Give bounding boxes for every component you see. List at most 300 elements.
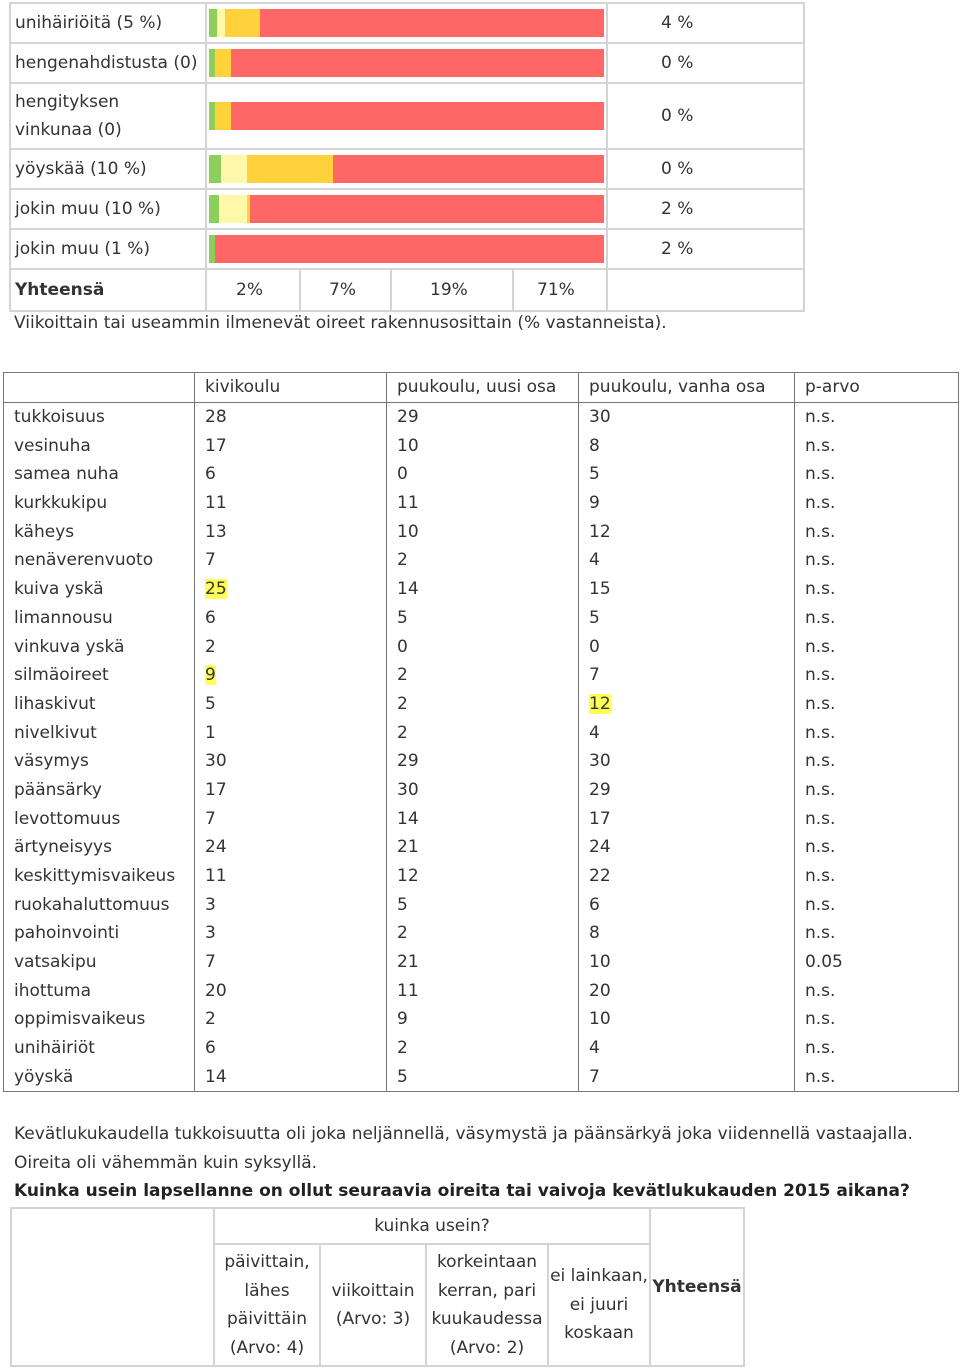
cell-value: 29 [397,407,419,428]
percent-cell [387,575,579,604]
cell-value: n.s. [805,1038,836,1059]
percent-cell [579,546,795,575]
cell-value: n.s. [805,1066,836,1087]
bar-segment-light-yellow [217,9,225,37]
table-header-row [4,373,959,403]
cell-value: 30 [205,751,227,772]
symptom-label: nivelkivut [14,722,97,743]
table-row [4,517,959,546]
bar-row [10,189,804,229]
percent-cell [387,460,579,489]
stacked-bar-cell [206,3,607,43]
percent-cell [387,862,579,891]
total-label: Yhteensä [10,269,206,311]
table-row [4,747,959,776]
percent-cell [387,546,579,575]
p-value-cell [795,890,959,919]
cell-value: 6 [589,894,600,915]
symptom-name [4,546,195,575]
symptom-name [4,431,195,460]
percent-cell [579,919,795,948]
cell-value: 2 [397,1038,408,1059]
bar-segment-light-yellow [221,155,247,183]
bar-row-label: hengityksen vinkunaa (0) [10,83,206,149]
symptom-label: tukkoisuus [14,407,105,428]
percent-cell [387,431,579,460]
percent-cell [387,776,579,805]
cell-value: n.s. [805,980,836,1001]
p-value-cell [795,661,959,690]
symptom-name [4,890,195,919]
cell-value: 30 [397,779,419,800]
cell-value: 0 [397,464,408,485]
cell-value: n.s. [805,464,836,485]
p-value-cell [795,517,959,546]
percent-cell [579,632,795,661]
symptom-name [4,402,195,431]
total-values [206,269,607,311]
percent-cell [387,1034,579,1063]
stacked-bar-cell [206,149,607,189]
table-row [4,690,959,719]
symptom-name [4,833,195,862]
cell-value: 5 [397,607,408,628]
cell-value: 25 [205,579,227,600]
table-row [4,460,959,489]
cell-value: n.s. [805,923,836,944]
percent-cell [387,948,579,977]
cell-value: 5 [589,464,600,485]
cell-value: n.s. [805,521,836,542]
symptom-label: levottomuus [14,808,121,829]
percent-cell [195,804,387,833]
percent-cell [579,747,795,776]
symptom-label: unihäiriöt [14,1038,95,1059]
bar-segment-green [209,155,221,183]
cell-value: n.s. [805,866,836,887]
percent-cell [579,517,795,546]
table-row [4,833,959,862]
cell-value: 11 [397,980,419,1001]
symptom-name [4,661,195,690]
cell-value: 4 [589,550,600,571]
cell-value: 5 [397,894,408,915]
table-row [4,661,959,690]
percent-cell [579,976,795,1005]
symptom-name [4,604,195,633]
symptom-name [4,804,195,833]
cell-value: 2 [397,722,408,743]
percent-cell [195,833,387,862]
percent-cell [195,776,387,805]
p-value-cell [795,776,959,805]
bar-row-percent: 4 % [607,3,804,43]
stacked-bar [209,49,604,77]
bar-row [10,229,804,269]
table-row [4,948,959,977]
p-value-cell [795,575,959,604]
group-header: kuinka usein? [214,1208,650,1244]
cell-value: 0 [397,636,408,657]
p-value-cell [795,948,959,977]
cell-value: 9 [397,1009,408,1030]
symptom-name [4,948,195,977]
cell-value: 3 [205,923,216,944]
percent-cell [195,919,387,948]
table-row [4,632,959,661]
cell-value: 0 [589,636,600,657]
bar-segment-yellow [225,9,261,37]
symptom-label: päänsärky [14,779,102,800]
cell-value: 24 [205,837,227,858]
cell-value: 11 [397,493,419,514]
bar-segment-red [260,9,604,37]
stacked-bar-cell [206,43,607,83]
table-row [4,862,959,891]
bar-segment-yellow [247,155,334,183]
cell-value: 2 [397,550,408,571]
cell-value: 7 [205,550,216,571]
percent-cell [579,1034,795,1063]
percent-cell [195,517,387,546]
table-row [4,919,959,948]
percent-cell [387,517,579,546]
percent-cell [387,919,579,948]
p-value-cell [795,604,959,633]
table-row [4,804,959,833]
cell-value: n.s. [805,779,836,800]
cell-value: 5 [397,1066,408,1087]
cell-value: n.s. [805,550,836,571]
percent-cell [579,718,795,747]
bar-row-percent: 2 % [607,189,804,229]
p-value-cell [795,833,959,862]
symptom-name [4,489,195,518]
cell-value: 8 [589,923,600,944]
symptom-name [4,1034,195,1063]
bar-segment-green [209,195,219,223]
cell-value: 6 [205,1038,216,1059]
stacked-bar [209,235,604,263]
cell-value: 11 [205,493,227,514]
percent-cell [579,776,795,805]
percent-cell [387,804,579,833]
table-row [4,402,959,431]
symptom-label: käheys [14,521,75,542]
cell-value: 10 [589,1009,611,1030]
cell-value: 2 [397,923,408,944]
cell-value: 22 [589,866,611,887]
table-row [4,489,959,518]
header-cell: kivikoulu [195,373,387,403]
cell-value: 7 [205,952,216,973]
table-row [4,546,959,575]
symptom-name [4,632,195,661]
stacked-bar-cell [206,83,607,149]
symptom-label: limannousu [14,607,113,628]
table-row [4,1005,959,1034]
p-value-cell [795,460,959,489]
symptom-name [4,575,195,604]
percent-cell [387,690,579,719]
symptom-label: keskittymisvaikeus [14,866,176,887]
p-value-cell [795,1063,959,1092]
percent-cell [195,546,387,575]
symptom-label: yöyskä [14,1066,74,1087]
bar-row-percent: 0 % [607,43,804,83]
cell-value: 21 [397,837,419,858]
symptom-label: vinkuva yskä [14,636,125,657]
cell-value: 6 [205,464,216,485]
percent-cell [195,1063,387,1092]
p-value-cell [795,804,959,833]
cell-value: n.s. [805,665,836,686]
header-cell [4,373,195,403]
bar-segment-yellow [215,49,231,77]
stacked-bar-cell [206,189,607,229]
header-cell: puukoulu, vanha osa [579,373,795,403]
percent-cell [579,1005,795,1034]
frequency-table [10,1207,745,1367]
percent-cell [579,604,795,633]
bar-row-label: jokin muu (10 %) [10,189,206,229]
symptom-name [4,919,195,948]
summary-text [14,1120,954,1206]
stacked-bar [209,155,604,183]
total-empty-cell [607,269,804,311]
cell-value: 2 [397,665,408,686]
cell-value: 6 [205,607,216,628]
percent-cell [195,948,387,977]
symptoms-by-building-table [3,372,959,1092]
column-header: ei lainkaan, ei juuri koskaan [548,1244,650,1366]
percent-cell [579,890,795,919]
cell-value: 9 [205,665,216,686]
percent-cell [579,460,795,489]
header-cell: p-arvo [795,373,959,403]
cell-value: 10 [397,521,419,542]
percent-cell [579,575,795,604]
symptom-label: nenäverenvuoto [14,550,154,571]
symptom-label: väsymys [14,751,89,772]
cell-value: n.s. [805,493,836,514]
p-value-cell [795,431,959,460]
cell-value: 12 [589,693,611,714]
p-value-cell [795,1005,959,1034]
symptom-name [4,690,195,719]
percent-cell [387,976,579,1005]
column-header: korkeintaan kerran, pari kuukaudessa (Arvo: 2) [426,1244,548,1366]
percent-cell [579,661,795,690]
bar-row [10,83,804,149]
question-heading: Kuinka usein lapsellanne on ollut seuraavia oireita tai vaivoja kevätlukukauden 2015 aikana? [14,1181,910,1201]
p-value-cell [795,976,959,1005]
table-row [4,976,959,1005]
percent-cell [195,890,387,919]
cell-value: 4 [589,1038,600,1059]
cell-value: 1 [205,722,216,743]
bar-row-label: hengenahdistusta (0) [10,43,206,83]
cell-value: n.s. [805,1009,836,1030]
percent-cell [195,632,387,661]
cell-value: 3 [205,894,216,915]
bar-row-label: jokin muu (1 %) [10,229,206,269]
bar-table-body [10,3,804,311]
percent-cell [387,402,579,431]
table-row [4,575,959,604]
total-value: 19% [392,270,514,310]
cell-value: 20 [205,980,227,1001]
symptom-label: oppimisvaikeus [14,1009,146,1030]
cell-value: 5 [205,693,216,714]
cell-value: 28 [205,407,227,428]
cell-value: n.s. [805,808,836,829]
symptom-label: ruokahaluttomuus [14,894,170,915]
empty-corner-cell [11,1208,214,1366]
cell-value: 17 [205,435,227,456]
bar-row-percent: 2 % [607,229,804,269]
cell-value: 2 [205,1009,216,1030]
symptom-name [4,862,195,891]
bar-segment-light-yellow [219,195,247,223]
percent-cell [195,747,387,776]
bar-row-percent: 0 % [607,83,804,149]
column-header: päivittain, lähes päivittäin (Arvo: 4) [214,1244,320,1366]
bar-segment-red [231,49,604,77]
p-value-cell [795,632,959,661]
bar-row [10,3,804,43]
table-row [4,604,959,633]
symptom-label: vatsakipu [14,952,97,973]
bar-row-label: yöyskää (10 %) [10,149,206,189]
cell-value: n.s. [805,579,836,600]
symptom-name [4,1063,195,1092]
bar-row-label: unihäiriöitä (5 %) [10,3,206,43]
symptom-name [4,747,195,776]
bar-segment-green [209,9,217,37]
table-caption: Viikoittain tai useammin ilmenevät oireet rakennusosittain (% vastanneista). [14,313,667,333]
summary-line: Oireita oli vähemmän kuin syksyllä. [14,1152,318,1173]
percent-cell [387,489,579,518]
stacked-bar [209,195,604,223]
symptom-name [4,776,195,805]
p-value-cell [795,718,959,747]
cell-value: 24 [589,837,611,858]
percent-cell [195,604,387,633]
percent-cell [579,833,795,862]
symptom-label: samea nuha [14,464,119,485]
cell-value: 17 [589,808,611,829]
symptom-label: ärtyneisyys [14,837,112,858]
header-cell: puukoulu, uusi osa [387,373,579,403]
cell-value: 11 [205,866,227,887]
table-row [4,890,959,919]
percent-cell [579,948,795,977]
cell-value: 7 [589,1066,600,1087]
table-row [4,718,959,747]
stacked-bar-cell [206,229,607,269]
cell-value: n.s. [805,693,836,714]
cell-value: 15 [589,579,611,600]
symptom-label: pahoinvointi [14,923,120,944]
cell-value: 13 [205,521,227,542]
cell-value: 10 [589,952,611,973]
bar-row [10,43,804,83]
stacked-bar [209,9,604,37]
cell-value: n.s. [805,722,836,743]
percent-cell [195,862,387,891]
percent-cell [387,1005,579,1034]
percent-cell [579,690,795,719]
percent-cell [195,460,387,489]
cell-value: 12 [397,866,419,887]
cell-value: 2 [397,693,408,714]
percent-cell [387,661,579,690]
cell-value: 21 [397,952,419,973]
total-value: 2% [207,270,301,310]
cell-value: 20 [589,980,611,1001]
percent-cell [579,862,795,891]
cell-value: n.s. [805,607,836,628]
cell-value: 14 [397,808,419,829]
symptom-name [4,460,195,489]
stacked-bar [209,102,604,130]
symptom-label: lihaskivut [14,693,96,714]
cell-value: n.s. [805,435,836,456]
cell-value: 30 [589,407,611,428]
percent-cell [195,402,387,431]
cell-value: 0.05 [805,952,843,973]
column-header: viikoittain (Arvo: 3) [320,1244,426,1366]
p-value-cell [795,489,959,518]
cell-value: 12 [589,521,611,542]
percent-cell [195,1005,387,1034]
p-value-cell [795,690,959,719]
percent-cell [579,431,795,460]
summary-line: Kevätlukukaudella tukkoisuutta oli joka neljännellä, väsymystä ja päänsärkyä joka viidennellä vastaajalla. [14,1124,913,1144]
cell-value: n.s. [805,894,836,915]
bar-segment-yellow [215,102,231,130]
table-row [4,776,959,805]
p-value-cell [795,1034,959,1063]
bar-segment-red [250,195,604,223]
total-header: Yhteensä [650,1208,744,1366]
cell-value: n.s. [805,837,836,858]
p-value-cell [795,919,959,948]
percent-cell [195,1034,387,1063]
p-value-cell [795,546,959,575]
p-value-cell [795,747,959,776]
symptom-label: kuiva yskä [14,579,104,600]
percent-cell [387,632,579,661]
cell-value: 29 [397,751,419,772]
symptom-name [4,718,195,747]
cell-value: 30 [589,751,611,772]
p-value-cell [795,402,959,431]
bar-segment-red [215,235,604,263]
percent-cell [387,747,579,776]
symptom-label: vesinuha [14,435,91,456]
symptom-label: kurkkukipu [14,493,108,514]
percent-cell [195,489,387,518]
table-row [4,1034,959,1063]
cell-value: 7 [205,808,216,829]
percent-cell [195,690,387,719]
symptom-bar-table [9,2,805,312]
cell-value: 8 [589,435,600,456]
percent-cell [579,1063,795,1092]
symptom-name [4,976,195,1005]
